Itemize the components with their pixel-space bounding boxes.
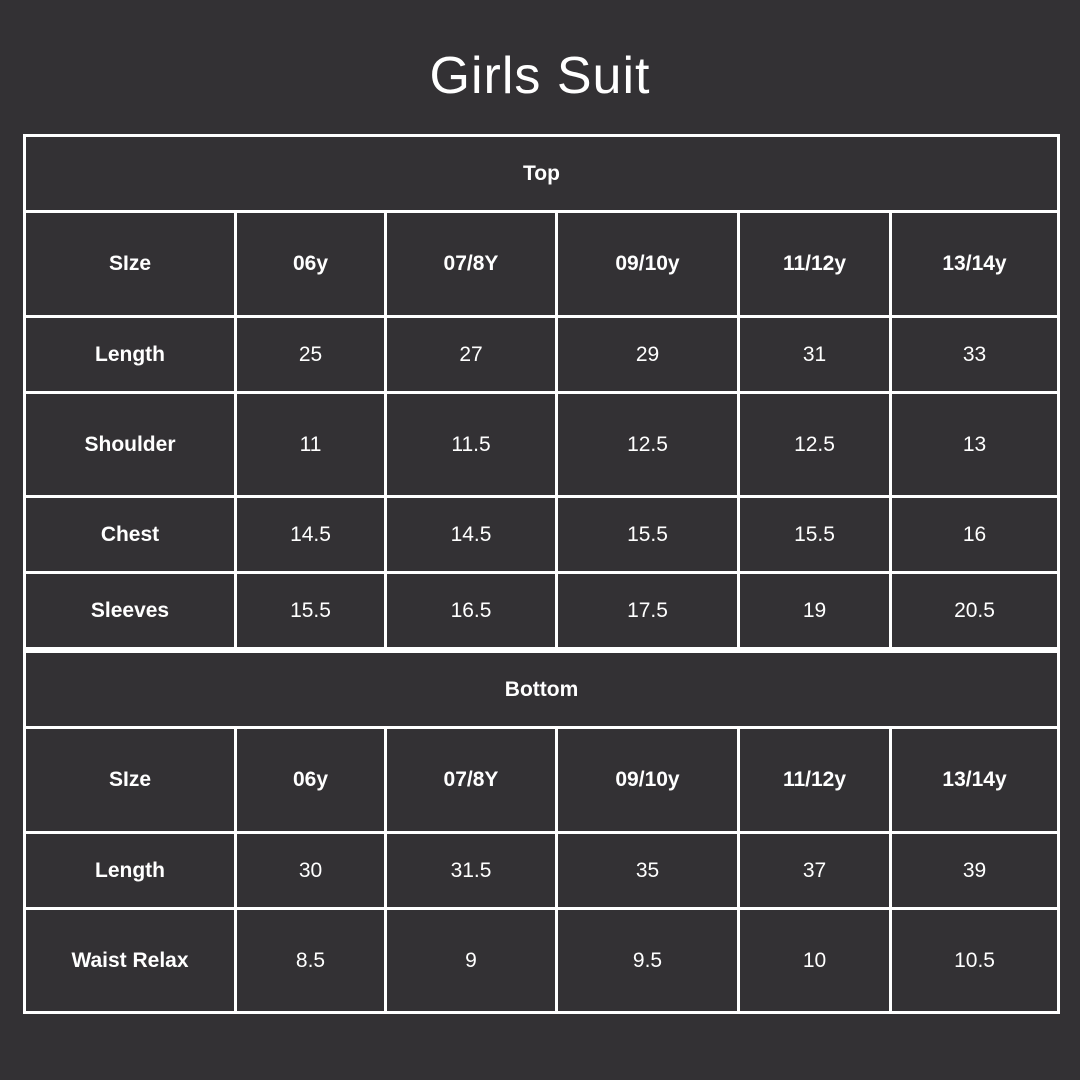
page-title: Girls Suit: [429, 47, 651, 105]
table-cell: 27: [386, 317, 557, 393]
size-heading: 07/8Y: [386, 728, 557, 833]
table-cell: 9: [386, 909, 557, 1013]
row-label: Shoulder: [25, 393, 236, 497]
table-cell: 17.5: [557, 573, 739, 649]
table-cell: 19: [739, 573, 891, 649]
bottom-size-table: [23, 650, 1060, 1014]
table-cell: 12.5: [739, 393, 891, 497]
table-cell: 20.5: [891, 573, 1059, 649]
row-label: Sleeves: [25, 573, 236, 649]
table-cell: 37: [739, 833, 891, 909]
table-cell: 11: [236, 393, 386, 497]
table-cell: 29: [557, 317, 739, 393]
table-cell: 16.5: [386, 573, 557, 649]
size-label: SIze: [25, 728, 236, 833]
size-label: SIze: [25, 212, 236, 317]
table-cell: 14.5: [236, 497, 386, 573]
size-heading: 07/8Y: [386, 212, 557, 317]
table-cell: 33: [891, 317, 1059, 393]
table-cell: 30: [236, 833, 386, 909]
table-row: [25, 497, 1059, 573]
size-heading: 11/12y: [739, 728, 891, 833]
row-label: Length: [25, 317, 236, 393]
size-heading: 13/14y: [891, 728, 1059, 833]
size-heading: 09/10y: [557, 728, 739, 833]
table-row: [25, 573, 1059, 649]
table-row: [25, 317, 1059, 393]
table-cell: 9.5: [557, 909, 739, 1013]
table-cell: 31.5: [386, 833, 557, 909]
table-row: [25, 909, 1059, 1013]
table-cell: 15.5: [739, 497, 891, 573]
table-cell: 25: [236, 317, 386, 393]
size-header-row: [25, 212, 1059, 317]
size-heading: 06y: [236, 212, 386, 317]
row-label: Length: [25, 833, 236, 909]
table-cell: 31: [739, 317, 891, 393]
section-label-top: Top: [25, 136, 1059, 212]
table-cell: 14.5: [386, 497, 557, 573]
row-label: Waist Relax: [25, 909, 236, 1013]
table-cell: 39: [891, 833, 1059, 909]
table-cell: 15.5: [557, 497, 739, 573]
section-label-bottom: Bottom: [25, 652, 1059, 728]
row-label: Chest: [25, 497, 236, 573]
table-cell: 13: [891, 393, 1059, 497]
size-header-row: [25, 728, 1059, 833]
size-heading: 09/10y: [557, 212, 739, 317]
size-heading: 06y: [236, 728, 386, 833]
table-cell: 10.5: [891, 909, 1059, 1013]
size-heading: 13/14y: [891, 212, 1059, 317]
table-cell: 11.5: [386, 393, 557, 497]
section-header-row: [25, 136, 1059, 212]
table-cell: 16: [891, 497, 1059, 573]
table-row: [25, 833, 1059, 909]
table-cell: 8.5: [236, 909, 386, 1013]
table-cell: 10: [739, 909, 891, 1013]
top-size-table: [23, 134, 1060, 650]
section-header-row: [25, 652, 1059, 728]
size-heading: 11/12y: [739, 212, 891, 317]
table-cell: 35: [557, 833, 739, 909]
table-cell: 12.5: [557, 393, 739, 497]
table-cell: 15.5: [236, 573, 386, 649]
table-row: [25, 393, 1059, 497]
